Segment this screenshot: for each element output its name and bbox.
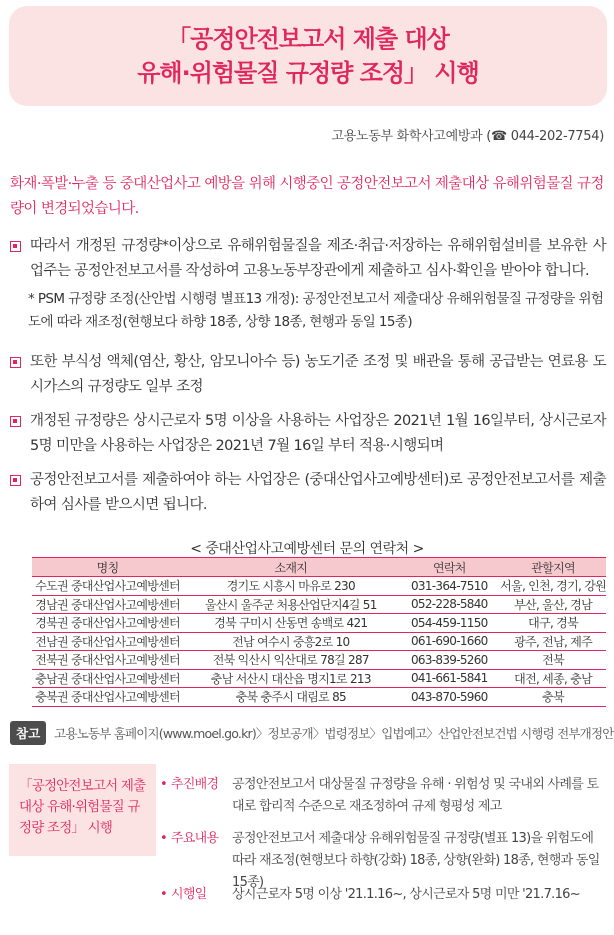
detail-value: 상시근로자 5명 이상 '21.1.16~, 상시근로자 5명 미만 '21.7.16~: [232, 887, 580, 902]
contact-info: [331, 125, 604, 144]
detail-value: 공정안전보고서 대상물질 규정량을 유해 · 위험성 및 국내외 사례를 토대로 합리적 수준으로 재조정하여 규제 형평성 제고: [232, 777, 599, 814]
phone-icon: ☎: [490, 129, 507, 144]
cell-phone: 052-228-5840: [398, 595, 500, 614]
summary-side-box: [9, 764, 156, 856]
title-banner: [9, 6, 607, 106]
cell-phone: 031-364-7510: [398, 577, 500, 596]
column-header-phone: 연락처: [398, 558, 500, 577]
table-row: [32, 651, 606, 670]
phone-number: 044-202-7754): [506, 129, 604, 144]
column-header-name: 명칭: [32, 558, 183, 577]
cell-region: 전북: [500, 651, 606, 670]
cell-region: 대구, 경북: [500, 614, 606, 633]
bullet-text: 또한 부식성 액체(염산, 황산, 암모니아수 등) 농도기준 조정 및 배관을 통해 공급받는 연료용 도시가스의 규정량도 일부 조정: [30, 354, 606, 395]
table-row: [32, 688, 606, 707]
cell-name: 전남권 중대산업사고예방센터: [32, 632, 183, 651]
cell-address: 경북 구미시 산동면 송백로 421: [183, 614, 398, 633]
cell-address: 충북 충주시 대림로 85: [183, 688, 398, 707]
cell-name: 전북권 중대산업사고예방센터: [32, 651, 183, 670]
department-label: 고용노동부 화학사고예방과 (: [331, 129, 491, 144]
cell-region: 충북: [500, 688, 606, 707]
square-bullet-icon: [10, 241, 21, 252]
intro-text: 화재·폭발·누출 등 중대산업사고 예방을 위해 시행중인 공정안전보고서 제출대상 유해위험물질 규정량이 변경되었습니다.: [10, 176, 604, 217]
bullet-item: [10, 468, 606, 518]
cell-name: 수도권 중대산업사고예방센터: [32, 577, 183, 596]
summary-title: 「공정안전보고서 제출 대상 유해·위험물질 규정량 조정」 시행: [19, 778, 146, 836]
bullet-text: 따라서 개정된 규정량*이상으로 유해위험물질을 제조·취급·저장하는 유해위험설비를 보유한 사업주는 공정안전보고서를 작성하여 고용노동부장관에게 제출하고 심사·확인을 받아야 합니다.: [30, 238, 606, 279]
cell-address: 충남 서산시 대산읍 명지1로 213: [183, 669, 398, 688]
cell-region: 광주, 전남, 제주: [500, 632, 606, 651]
table-row: [32, 632, 606, 651]
cell-phone: 061-690-1660: [398, 632, 500, 651]
bullet-text: 개정된 규정량은 상시근로자 5명 이상을 사용하는 사업장은 2021년 1월 16일부터, 상시근로자 5명 미만을 사용하는 사업장은 2021년 7월 16일 부터 적용·시행되며: [30, 413, 606, 454]
cell-address: 전북 익산시 익산대로 78길 287: [183, 651, 398, 670]
table-row: [32, 595, 606, 614]
reference-note: [10, 721, 614, 745]
detail-item: [160, 774, 606, 818]
detail-label: • 추진배경: [160, 774, 232, 796]
cell-name: 경남권 중대산업사고예방센터: [32, 595, 183, 614]
reference-text: 고용노동부 홈페이지(www.moel.go.kr)〉정보공개〉법령정보〉입법예고〉산업안전보건법 시행령 전부개정안: [54, 726, 614, 741]
detail-item: [160, 884, 606, 906]
table-caption: < 중대산업사고예방센터 문의 연락처 >: [190, 541, 424, 557]
title-line-2: 유해·위험물질 규정량 조정」 시행: [137, 59, 479, 87]
cell-address: 전남 여수시 중흥2로 10: [183, 632, 398, 651]
cell-region: 서울, 인천, 경기, 강원: [500, 577, 606, 596]
cell-region: 대전, 세종, 충남: [500, 669, 606, 688]
cell-phone: 063-839-5260: [398, 651, 500, 670]
column-header-region: 관할지역: [500, 558, 606, 577]
square-bullet-icon: [10, 416, 21, 427]
table-row: [32, 669, 606, 688]
square-bullet-icon: [10, 475, 21, 486]
bullet-item: [10, 234, 606, 284]
bullet-item: [10, 409, 606, 459]
cell-name: 충북권 중대산업사고예방센터: [32, 688, 183, 707]
table-row: [32, 614, 606, 633]
cell-name: 경북권 중대산업사고예방센터: [32, 614, 183, 633]
table-row: [32, 577, 606, 596]
title-line-1: 「공정안전보고서 제출 대상: [167, 25, 449, 53]
cell-address: 울산시 울주군 처용산업단지4길 51: [183, 595, 398, 614]
cell-name: 충남권 중대산업사고예방센터: [32, 669, 183, 688]
detail-value: 공정안전보고서 제출대상 유해위험물질 규정량(별표 13)을 위험도에 따라 재조정(현행보다 하향(강화) 18종, 상향(완화) 18종, 현행과 동일 15종): [232, 831, 600, 890]
cell-phone: 041-661-5841: [398, 669, 500, 688]
bullet-text: 공정안전보고서를 제출하여야 하는 사업장은 (중대산업사고예방센터)로 공정안전보고서를 제출하여 심사를 받으시면 됩니다.: [30, 472, 606, 513]
detail-label: • 주요내용: [160, 828, 232, 850]
footnote: * PSM 규정량 조정(산안법 시행령 별표13 개정): 공정안전보고서 제출대상 유해위험물질 규정량을 위험도에 따라 재조정(현행보다 하향 18종, 상향 18종, 현행과 동일 15종): [28, 291, 604, 330]
square-bullet-icon: [10, 357, 21, 368]
reference-badge: 참고: [10, 721, 46, 745]
contact-table: [32, 557, 606, 707]
column-header-address: 소재지: [183, 558, 398, 577]
cell-phone: 054-459-1150: [398, 614, 500, 633]
table-header-row: [32, 558, 606, 577]
cell-region: 부산, 울산, 경남: [500, 595, 606, 614]
cell-phone: 043-870-5960: [398, 688, 500, 707]
cell-address: 경기도 시흥시 마유로 230: [183, 577, 398, 596]
bullet-item: [10, 350, 606, 400]
detail-label: • 시행일: [160, 884, 232, 906]
